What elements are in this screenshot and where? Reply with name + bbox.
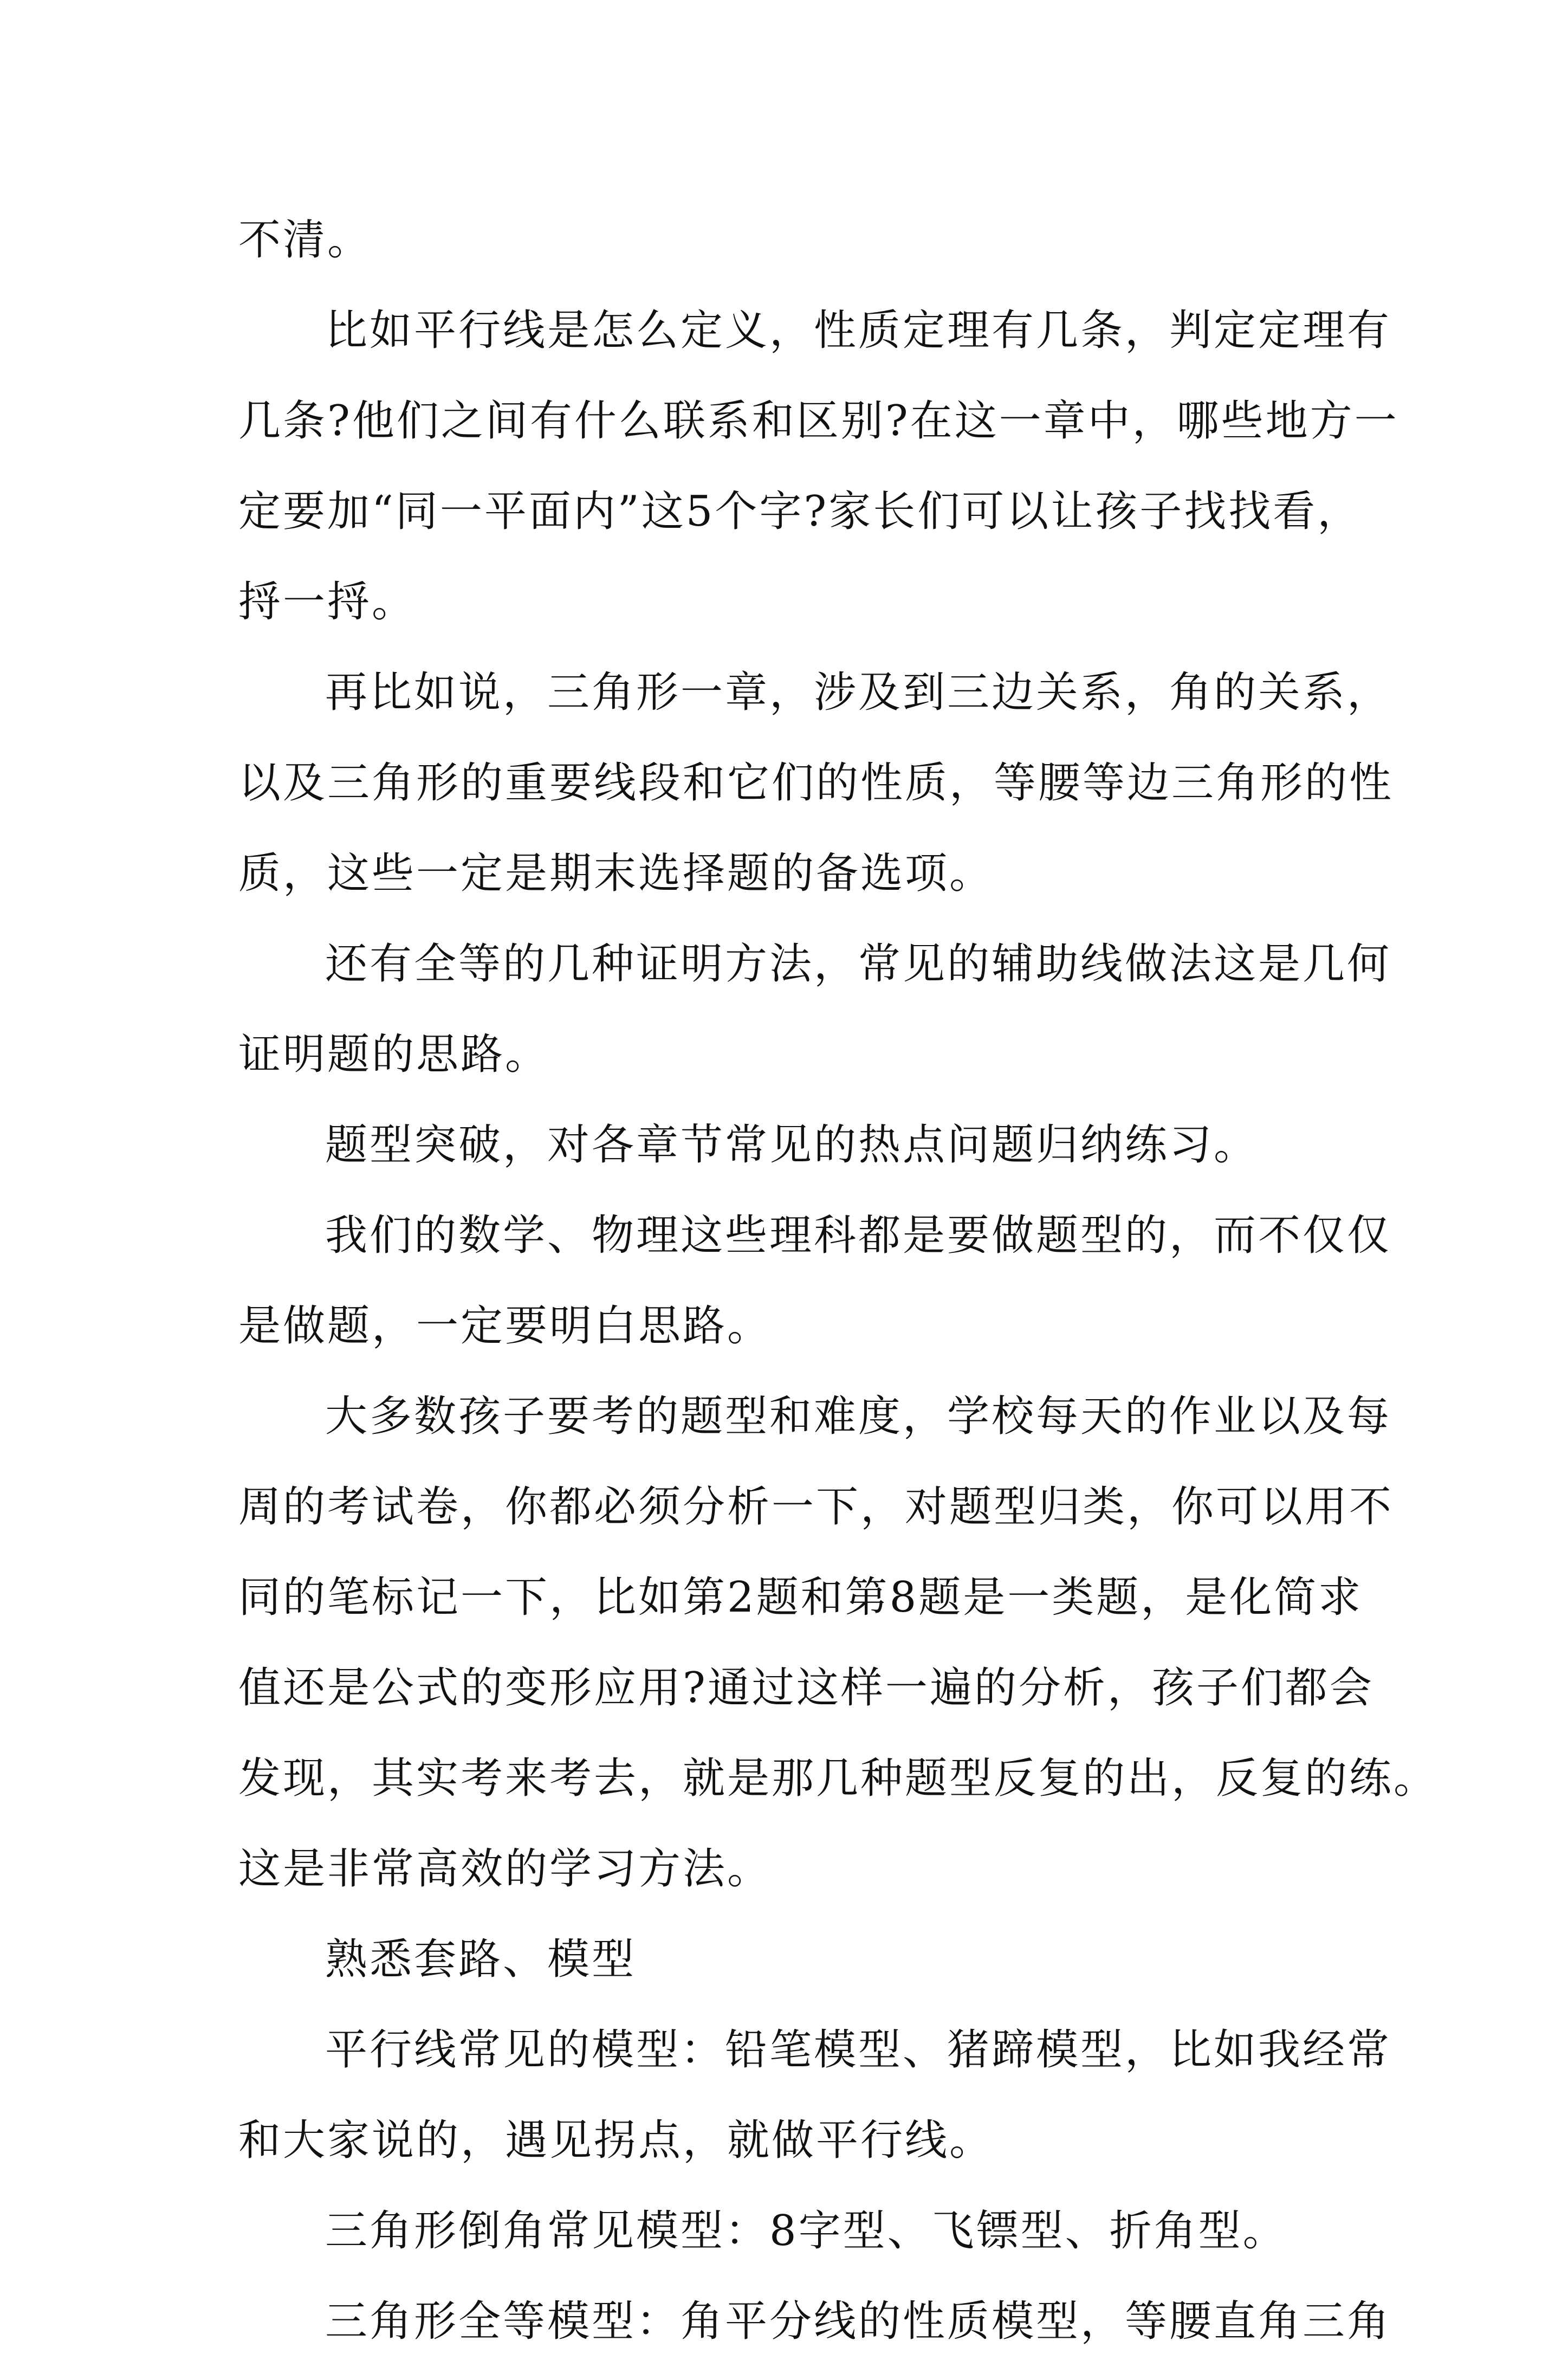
text-line: 质，这些一定是期末选择题的备选项。	[238, 849, 994, 898]
text-line: 三角形倒角常见模型：8字型、飞镖型、折角型。	[325, 2207, 1287, 2255]
text-line: 再比如说，三角形一章，涉及到三边关系，角的关系，	[325, 668, 1392, 717]
text-line: 值还是公式的变形应用?通过这样一遍的分析，孩子们都会	[238, 1664, 1374, 1712]
text-line: 几条?他们之间有什么联系和区别?在这一章中，哪些地方一	[238, 397, 1399, 445]
text-line: 题型突破，对各章节常见的热点问题归纳练习。	[325, 1121, 1259, 1169]
text-line: 同的笔标记一下，比如第2题和第8题是一类题，是化简求	[238, 1573, 1363, 1622]
text-line: 定要加“同一平面内”这5个字?家长们可以让孩子找找看，	[238, 487, 1362, 536]
section-heading: 熟悉套路、模型	[325, 1935, 637, 1984]
text-line: 和大家说的，遇见拐点，就做平行线。	[238, 2116, 994, 2165]
text-line: 平行线常见的模型：铅笔模型、猪蹄模型，比如我经常	[325, 2026, 1392, 2074]
text-line: 三角形全等模型：角平分线的性质模型，等腰直角三角	[325, 2297, 1392, 2346]
text-line: 还有全等的几种证明方法，常见的辅助线做法这是几何	[325, 940, 1392, 988]
text-line: 不清。	[238, 216, 372, 264]
text-line: 以及三角形的重要线段和它们的性质，等腰等边三角形的性	[238, 759, 1394, 807]
document-body	[238, 195, 1439, 2367]
text-line: 大多数孩子要考的题型和难度，学校每天的作业以及每	[325, 1392, 1392, 1441]
text-line: 我们的数学、物理这些理科都是要做题型的，而不仅仅	[325, 1211, 1392, 1260]
text-line: 发现，其实考来考去，就是那几种题型反复的出，反复的练。	[238, 1754, 1439, 1803]
text-line: 捋一捋。	[238, 578, 417, 626]
text-line: 比如平行线是怎么定义，性质定理有几条，判定定理有	[325, 306, 1392, 355]
text-line: 证明题的思路。	[238, 1030, 550, 1079]
text-line: 周的考试卷，你都必须分析一下，对题型归类，你可以用不	[238, 1483, 1394, 1531]
text-line: 是做题，一定要明白思路。	[238, 1302, 772, 1350]
text-line: 这是非常高效的学习方法。	[238, 1845, 772, 1893]
